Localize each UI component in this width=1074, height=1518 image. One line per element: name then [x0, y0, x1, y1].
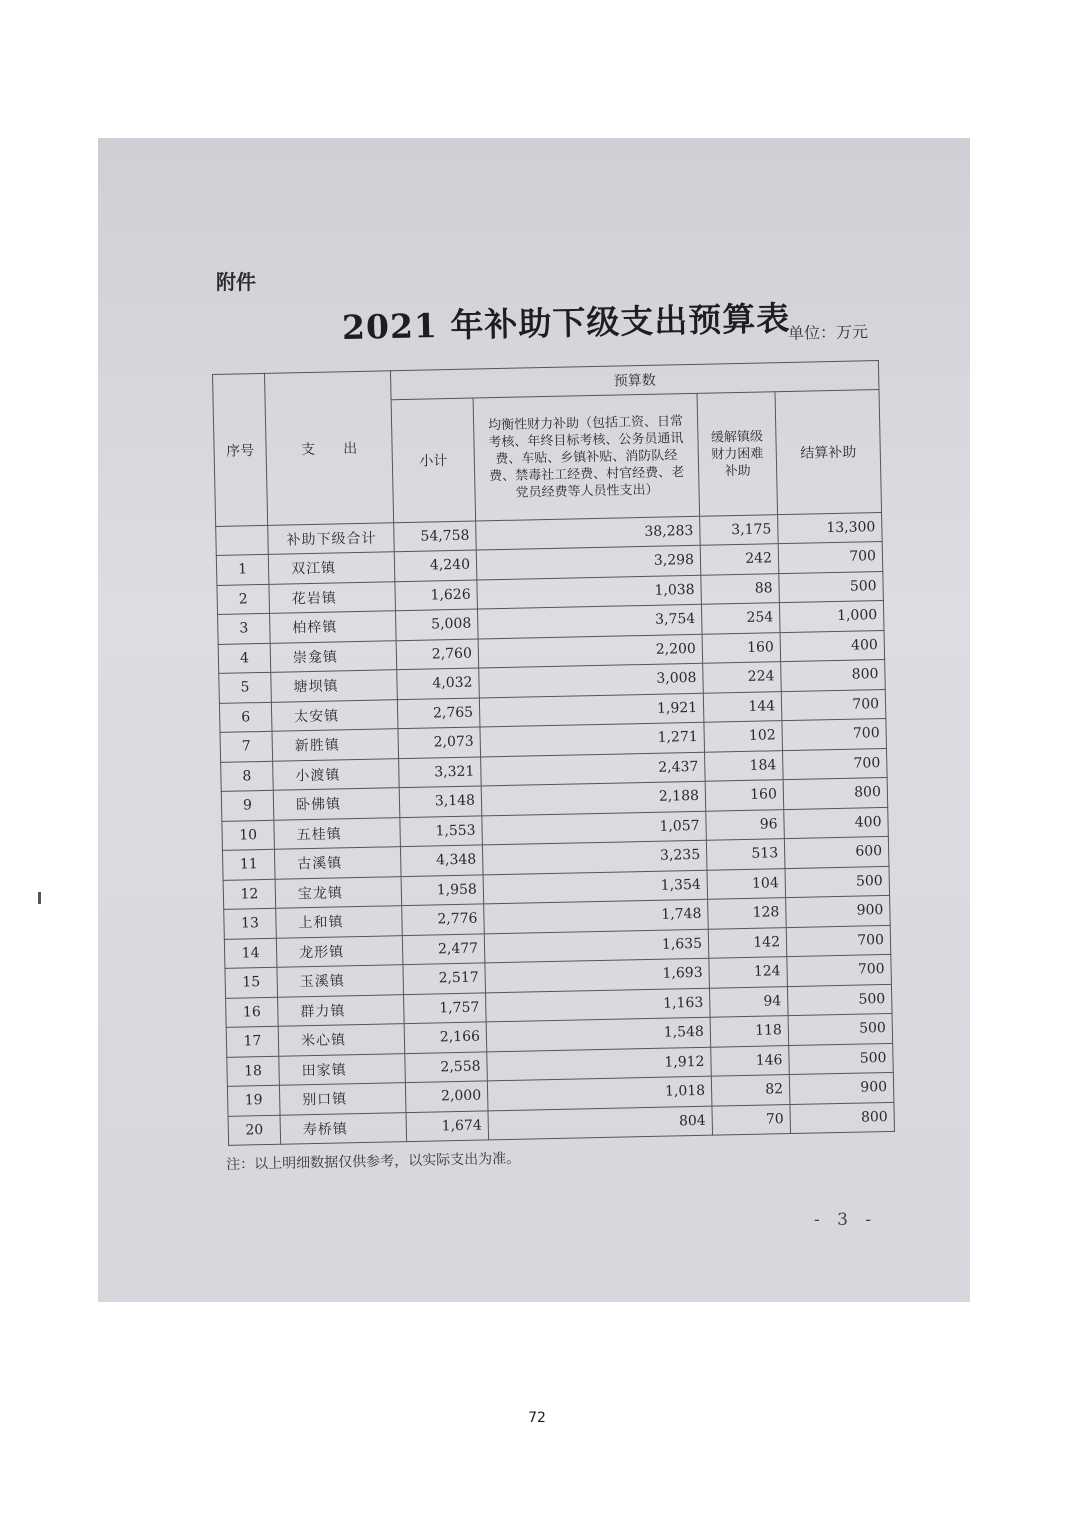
row-balanced-subsidy: 3,298: [476, 545, 701, 579]
row-index: 9: [221, 790, 274, 821]
row-index: 10: [222, 820, 275, 851]
row-index: 4: [218, 643, 271, 674]
row-town-name: 别口镇: [279, 1083, 406, 1115]
row-relief-subsidy: 102: [704, 721, 783, 752]
row-relief-subsidy: 124: [709, 957, 788, 988]
row-balanced-subsidy: 1,635: [484, 929, 709, 963]
row-relief-subsidy: 142: [708, 927, 787, 958]
row-balanced-subsidy: 2,188: [481, 781, 706, 815]
row-index: 2: [217, 584, 270, 615]
header-budget-group: 预算数: [390, 361, 879, 400]
row-settlement-subsidy: 700: [781, 689, 886, 721]
row-index: 1: [216, 554, 269, 585]
row-settlement-subsidy: 500: [785, 866, 890, 898]
row-settlement-subsidy: 500: [788, 1013, 893, 1045]
scan-mark: [38, 892, 41, 904]
row-subtotal: 2,000: [405, 1081, 488, 1112]
row-town-name: 龙形镇: [276, 935, 403, 967]
row-settlement-subsidy: 700: [782, 718, 887, 750]
row-balanced-subsidy: 2,200: [478, 634, 703, 668]
row-settlement-subsidy: 400: [784, 807, 889, 839]
total-balanced: 38,283: [476, 516, 701, 550]
row-relief-subsidy: 82: [711, 1075, 790, 1106]
row-settlement-subsidy: 800: [790, 1102, 895, 1134]
row-relief-subsidy: 160: [705, 780, 784, 811]
row-subtotal: 1,757: [404, 992, 487, 1023]
row-subtotal: 5,008: [395, 609, 478, 640]
row-balanced-subsidy: 3,008: [479, 663, 704, 697]
row-subtotal: 4,348: [400, 845, 483, 876]
row-index: 15: [225, 967, 278, 998]
row-town-name: 小渡镇: [273, 758, 400, 790]
row-index: 8: [221, 761, 274, 792]
row-settlement-subsidy: 700: [778, 542, 883, 574]
footnote: 注：以上明细数据仅供参考，以实际支出为准。: [226, 1150, 521, 1173]
row-index: 16: [226, 997, 279, 1028]
row-subtotal: 2,558: [405, 1051, 488, 1082]
row-balanced-subsidy: 1,912: [487, 1047, 712, 1081]
row-balanced-subsidy: 1,057: [482, 811, 707, 845]
row-relief-subsidy: 118: [710, 1016, 789, 1047]
row-town-name: 古溪镇: [274, 847, 401, 879]
row-index: 3: [218, 613, 271, 644]
row-subtotal: 2,073: [398, 727, 481, 758]
row-subtotal: 2,517: [403, 963, 486, 994]
row-subtotal: 3,148: [399, 786, 482, 817]
row-town-name: 花岩镇: [269, 581, 396, 613]
row-index: 17: [226, 1026, 279, 1057]
row-index: 11: [222, 849, 275, 880]
row-index: 13: [224, 908, 277, 939]
unit-label: 单位：万元: [787, 322, 869, 343]
row-relief-subsidy: 146: [711, 1045, 790, 1076]
row-subtotal: 3,321: [399, 756, 482, 787]
page-number: 72: [528, 1410, 546, 1426]
row-town-name: 寿桥镇: [280, 1112, 407, 1144]
row-town-name: 上和镇: [276, 906, 403, 938]
row-settlement-subsidy: 1,000: [779, 600, 884, 632]
row-town-name: 田家镇: [279, 1053, 406, 1085]
row-town-name: 双江镇: [268, 552, 395, 584]
row-subtotal: 1,958: [401, 874, 484, 905]
row-relief-subsidy: 224: [703, 662, 782, 693]
row-index: 7: [220, 731, 273, 762]
row-town-name: 米心镇: [278, 1024, 405, 1056]
row-subtotal: 1,626: [395, 579, 478, 610]
budget-table-container: [212, 360, 894, 1146]
row-relief-subsidy: 88: [701, 573, 780, 604]
row-index: 14: [224, 938, 277, 969]
row-settlement-subsidy: 900: [786, 895, 891, 927]
row-settlement-subsidy: 500: [789, 1043, 894, 1075]
row-settlement-subsidy: 700: [787, 954, 892, 986]
row-balanced-subsidy: 1,163: [486, 988, 711, 1022]
row-relief-subsidy: 144: [703, 691, 782, 722]
row-settlement-subsidy: 700: [783, 748, 888, 780]
page-title: 2021 年补助下级支出预算表: [341, 298, 791, 347]
row-relief-subsidy: 94: [709, 986, 788, 1017]
row-town-name: 太安镇: [271, 699, 398, 731]
header-settlement-subsidy: 结算补助: [775, 390, 882, 515]
row-town-name: 新胜镇: [272, 729, 399, 761]
total-relief: 3,175: [700, 515, 779, 546]
row-settlement-subsidy: 900: [789, 1072, 894, 1104]
total-settlement: 13,300: [778, 513, 883, 544]
row-town-name: 柏梓镇: [270, 611, 397, 643]
total-index: [216, 525, 269, 555]
row-town-name: 宝龙镇: [275, 876, 402, 908]
row-relief-subsidy: 184: [705, 750, 784, 781]
row-town-name: 五桂镇: [274, 817, 401, 849]
row-subtotal: 2,765: [397, 697, 480, 728]
row-relief-subsidy: 513: [706, 839, 785, 870]
row-balanced-subsidy: 804: [488, 1106, 713, 1140]
table-body: [216, 513, 895, 1146]
row-balanced-subsidy: 1,354: [483, 870, 708, 904]
row-relief-subsidy: 254: [701, 603, 780, 634]
row-subtotal: 1,553: [400, 815, 483, 846]
row-subtotal: 1,674: [406, 1110, 489, 1141]
row-balanced-subsidy: 1,271: [480, 722, 705, 756]
row-index: 12: [223, 879, 276, 910]
attachment-label: 附件: [216, 270, 256, 294]
row-relief-subsidy: 160: [702, 632, 781, 663]
row-balanced-subsidy: 1,018: [487, 1076, 712, 1110]
row-balanced-subsidy: 1,748: [484, 899, 709, 933]
row-settlement-subsidy: 500: [787, 984, 892, 1016]
row-settlement-subsidy: 400: [780, 630, 885, 662]
row-balanced-subsidy: 3,235: [482, 840, 707, 874]
row-balanced-subsidy: 1,693: [485, 958, 710, 992]
budget-table: [212, 360, 895, 1146]
row-town-name: 群力镇: [278, 994, 405, 1026]
row-relief-subsidy: 104: [707, 868, 786, 899]
row-relief-subsidy: 70: [712, 1104, 791, 1135]
row-balanced-subsidy: 1,038: [477, 575, 702, 609]
row-town-name: 玉溪镇: [277, 965, 404, 997]
row-subtotal: 2,776: [402, 904, 485, 935]
row-settlement-subsidy: 800: [781, 659, 886, 691]
row-balanced-subsidy: 1,921: [479, 693, 704, 727]
row-subtotal: 2,760: [396, 638, 479, 669]
total-label: 补助下级合计: [268, 523, 395, 555]
row-index: 6: [219, 702, 272, 733]
row-subtotal: 4,240: [394, 550, 477, 581]
header-relief-subsidy: 缓解镇级财力困难补助: [697, 392, 778, 517]
header-balanced-subsidy: 均衡性财力补助（包括工资、日常考核、年终目标考核、公务员通讯费、车贴、乡镇补贴、消防队经费、禁毒社工经费、村官经费、老党员经费等人员性支出）: [473, 393, 700, 521]
header-expense: 支 出: [264, 371, 393, 526]
row-index: 19: [227, 1085, 280, 1116]
row-town-name: 卧佛镇: [273, 788, 400, 820]
row-settlement-subsidy: 700: [786, 925, 891, 957]
row-relief-subsidy: 128: [708, 898, 787, 929]
row-relief-subsidy: 242: [700, 544, 779, 575]
header-subtotal: 小计: [391, 398, 476, 523]
scan-page-number: - 3 -: [814, 1210, 878, 1230]
row-subtotal: 2,477: [402, 933, 485, 964]
total-subtotal: 54,758: [394, 521, 477, 552]
row-settlement-subsidy: 600: [784, 836, 889, 868]
row-town-name: 塘坝镇: [271, 670, 398, 702]
row-index: 5: [219, 672, 272, 703]
row-index: 18: [227, 1056, 280, 1087]
row-balanced-subsidy: 3,754: [477, 604, 702, 638]
row-settlement-subsidy: 800: [783, 777, 888, 809]
row-balanced-subsidy: 2,437: [481, 752, 706, 786]
row-subtotal: 2,166: [404, 1022, 487, 1053]
row-index: 20: [228, 1115, 281, 1146]
scanned-document-photo: [98, 138, 970, 1302]
header-index: 序号: [213, 373, 268, 526]
row-town-name: 崇龛镇: [270, 640, 397, 672]
row-subtotal: 4,032: [397, 668, 480, 699]
row-balanced-subsidy: 1,548: [486, 1017, 711, 1051]
row-relief-subsidy: 96: [706, 809, 785, 840]
row-settlement-subsidy: 500: [779, 571, 884, 603]
